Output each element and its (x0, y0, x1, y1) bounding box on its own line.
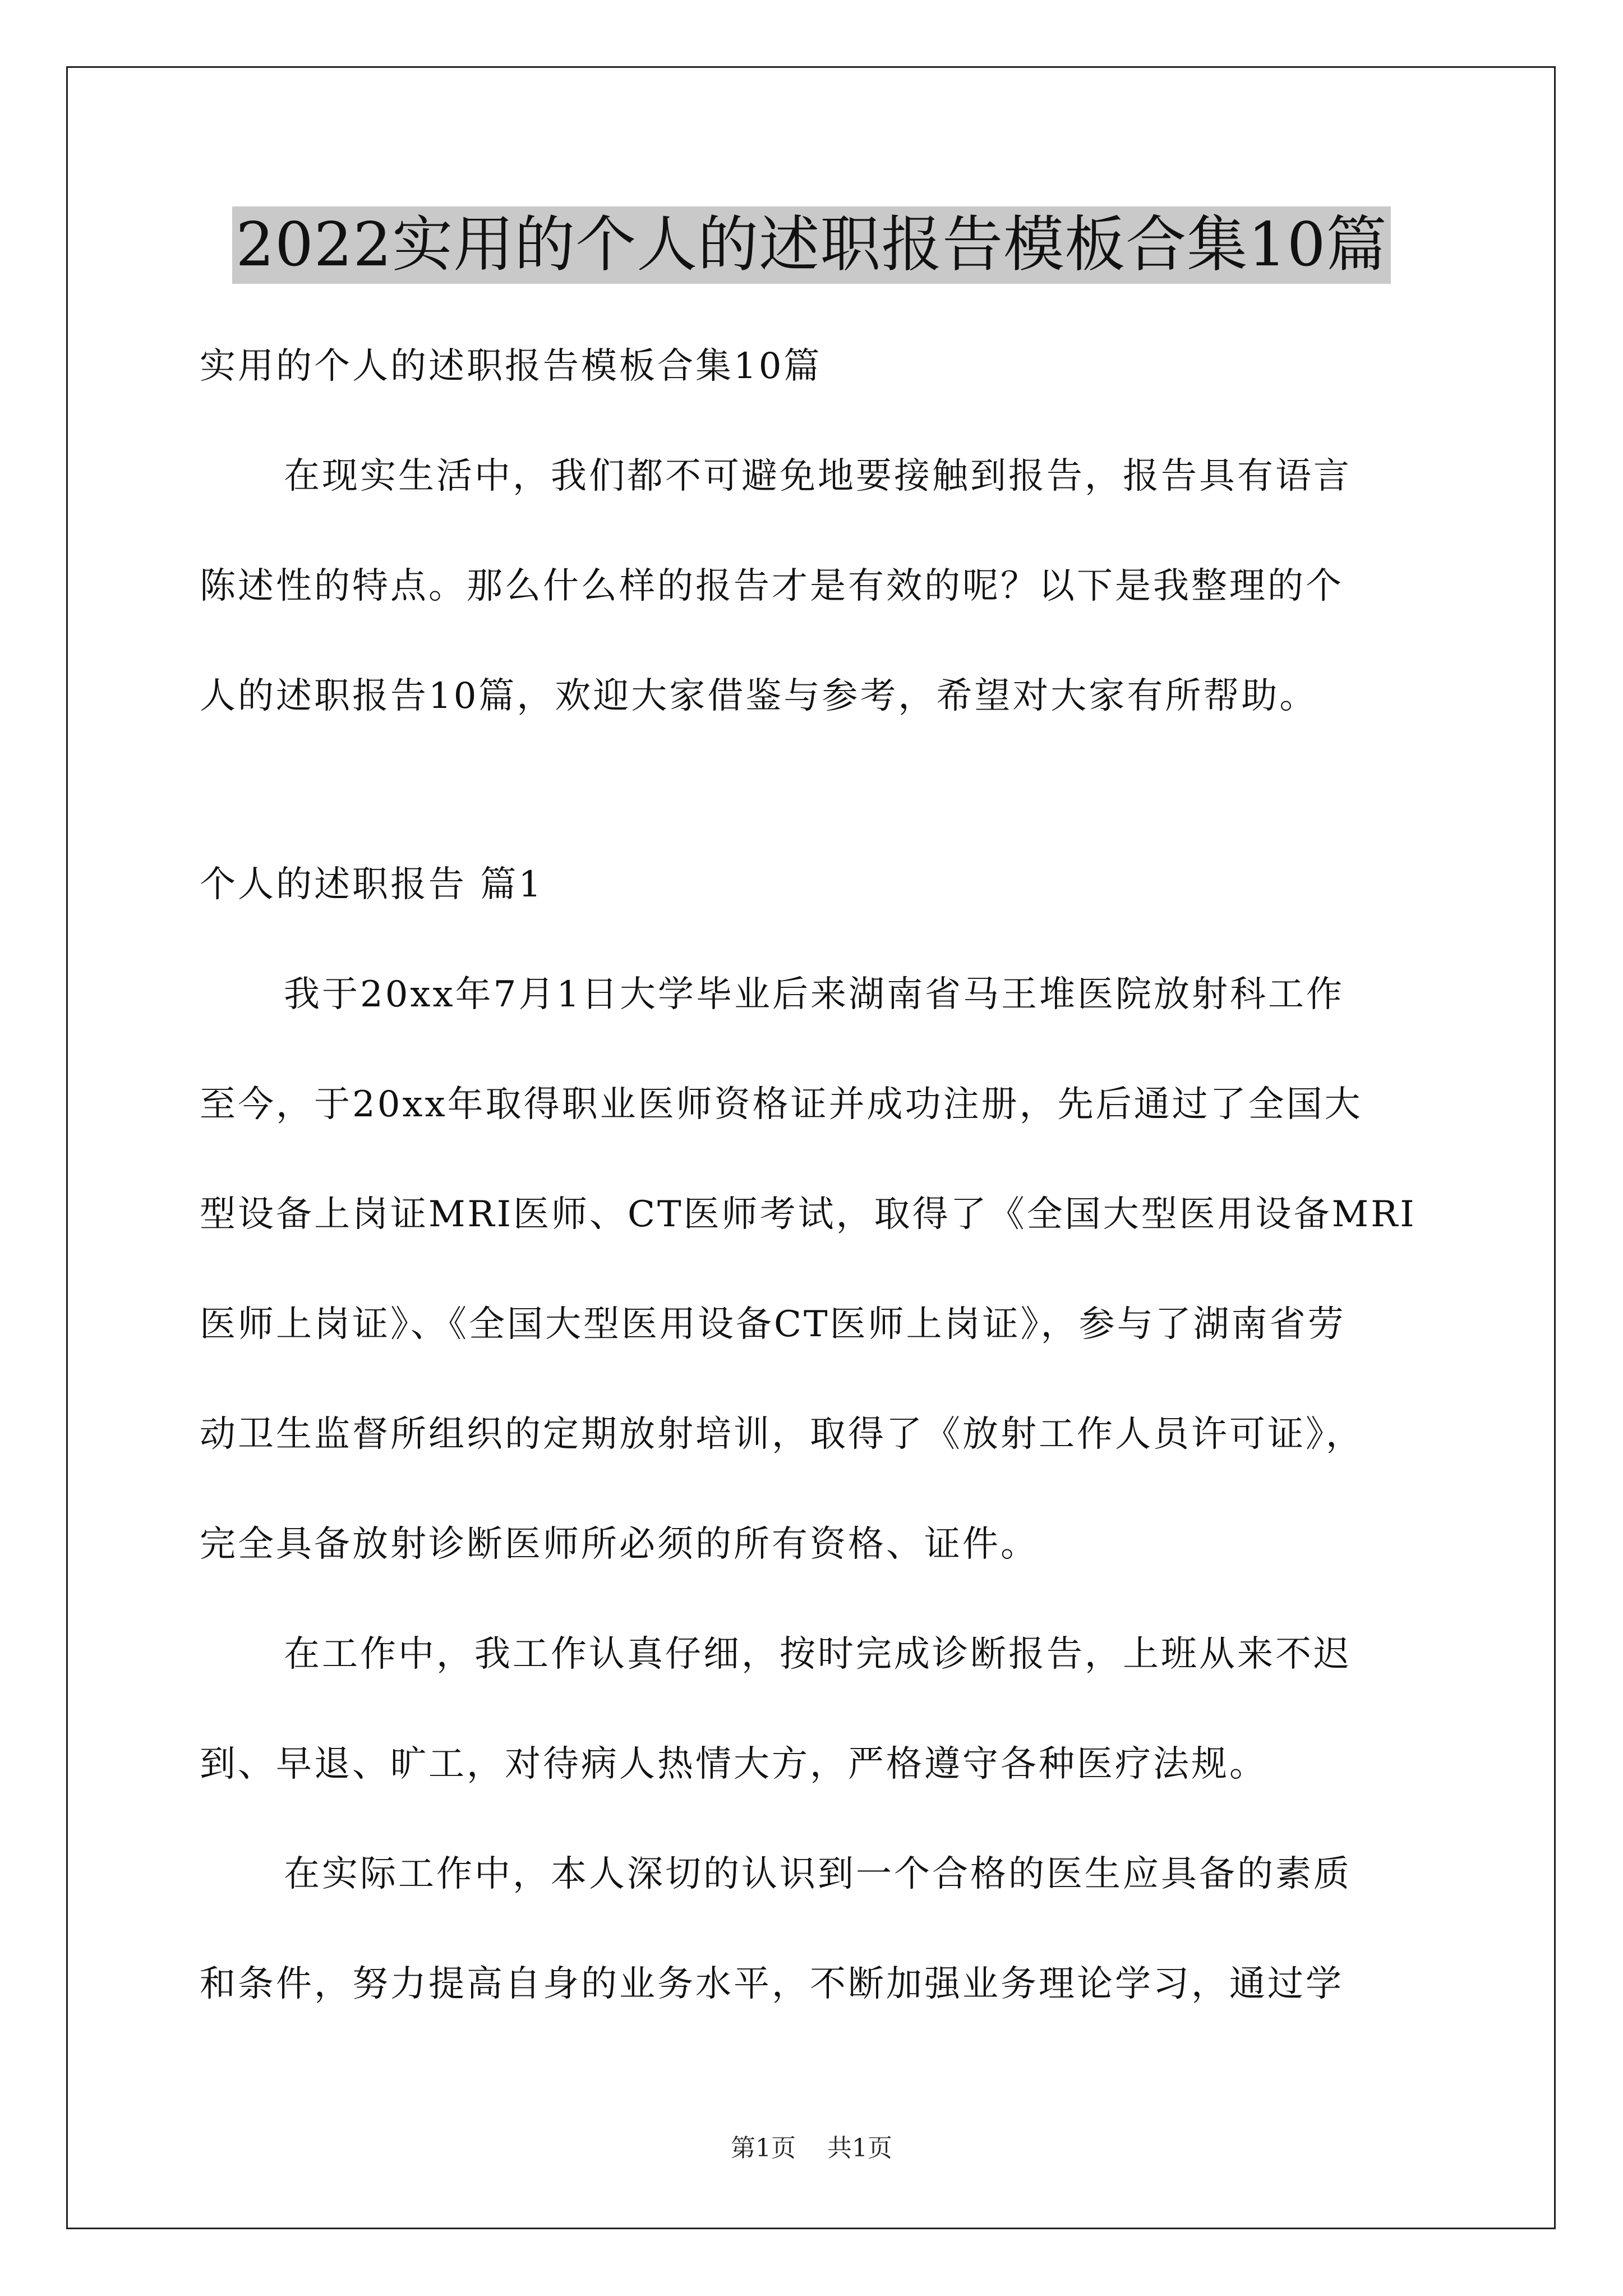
intro-paragraph-line: 人的述职报告10篇，欢迎大家借鉴与参考，希望对大家有所帮助。 (200, 675, 1318, 717)
body-paragraph-line: 型设备上岗证MRI医师、CT医师考试，取得了《全国大型医用设备MRI (200, 1194, 1417, 1235)
body-paragraph-line: 至今，于20xx年取得职业医师资格证并成功注册，先后通过了全国大 (200, 1084, 1363, 1125)
body-paragraph-line: 和条件，努力提高自身的业务水平，不断加强业务理论学习，通过学 (200, 1963, 1344, 2005)
document-body (200, 311, 1425, 2039)
page-number: 第1页 (731, 2134, 796, 2162)
body-paragraph-line: 医师上岗证》、《全国大型医用设备CT医师上岗证》，参与了湖南省劳 (200, 1304, 1346, 1345)
body-paragraph-line: 完全具备放射诊断医师所必须的所有资格、证件。 (200, 1524, 1039, 1565)
title-container (0, 206, 1623, 284)
body-paragraph-line: 到、早退、旷工，对待病人热情大方，严格遵守各种医疗法规。 (200, 1743, 1267, 1785)
body-paragraph-line: 在实际工作中，本人深切的认识到一个合格的医生应具备的素质 (284, 1853, 1352, 1895)
document-title: 2022实用的个人的述职报告模板合集10篇 (232, 206, 1390, 284)
section-heading: 个人的述职报告 篇1 (200, 864, 544, 905)
body-paragraph-line: 动卫生监督所组织的定期放射培训，取得了《放射工作人员许可证》， (200, 1414, 1364, 1455)
page-footer (0, 2132, 1623, 2165)
intro-paragraph-line: 陈述性的特点。那么什么样的报告才是有效的呢？以下是我整理的个 (200, 565, 1344, 607)
intro-paragraph-line: 在现实生活中，我们都不可避免地要接触到报告，报告具有语言 (284, 455, 1352, 497)
body-paragraph-line: 在工作中，我工作认真仔细，按时完成诊断报告，上班从来不迟 (284, 1634, 1352, 1675)
subtitle-line: 实用的个人的述职报告模板合集10篇 (200, 346, 822, 387)
body-paragraph-line: 我于20xx年7月1日大学毕业后来湖南省马王堆医院放射科工作 (284, 974, 1345, 1015)
page-total: 共1页 (827, 2134, 892, 2162)
